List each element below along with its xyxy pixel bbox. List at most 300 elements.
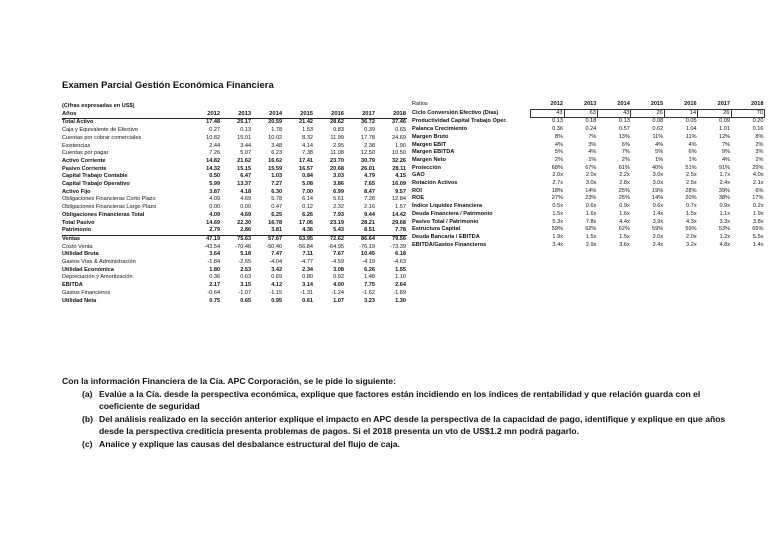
- ratio-value: 2%: [755, 156, 764, 163]
- table-note-row: [62, 103, 407, 111]
- cell-value: 25.17: [237, 119, 252, 126]
- ratio-value: 0.08: [652, 118, 664, 125]
- cell-value: 3.81: [252, 227, 283, 235]
- cell-value: 28.21: [360, 219, 375, 226]
- ratio-value: 3%: [755, 149, 764, 156]
- cell-value: -76.19: [359, 243, 375, 250]
- cell-value: 1.10: [395, 274, 406, 281]
- ratio-value: 3.3x: [719, 218, 731, 225]
- cell-value: 0.84: [302, 173, 314, 180]
- row-label: Activo Corriente: [62, 157, 106, 164]
- ratio-value: 20%: [685, 195, 697, 202]
- ratio-value: 1.7x: [719, 172, 731, 179]
- cell-value: 4.14: [302, 142, 314, 149]
- table-row: [62, 274, 407, 282]
- ratio-value: 26: [631, 109, 664, 118]
- cell-value: 14.82: [206, 157, 221, 164]
- cell-value: 4.69: [240, 196, 252, 203]
- row-label: Obligaciones Financieras Corto Plazo: [62, 196, 156, 203]
- cell-value: 12.84: [392, 196, 406, 203]
- cell-value: 5.07: [240, 150, 252, 157]
- ratio-value: 6%: [621, 141, 630, 148]
- cell-value: 15.59: [268, 165, 283, 172]
- cell-value: 10.50: [392, 150, 406, 157]
- cell-value: 1.03: [271, 173, 283, 180]
- ratio-value: 68%: [551, 164, 563, 171]
- ratio-value: 62%: [585, 226, 597, 233]
- ratio-value: 59%: [551, 226, 563, 233]
- cell-value: 11.99: [330, 134, 345, 141]
- cell-value: 16.78: [268, 219, 283, 226]
- row-label: Cuentas por pagar: [62, 150, 109, 157]
- question-letter: (a): [82, 388, 93, 399]
- table-note: (Cifras expresadas en US$): [62, 103, 135, 109]
- ratio-value: 43: [531, 109, 564, 118]
- ratio-value: 0.9x: [719, 203, 731, 210]
- financial-statements-table: [62, 103, 407, 305]
- ratio-row: [412, 180, 765, 188]
- cell-value: 3.08: [333, 266, 345, 273]
- year-header: 2018: [376, 111, 407, 119]
- cell-value: 72.62: [330, 235, 345, 242]
- cell-value: 2.17: [209, 282, 221, 289]
- ratio-value: 3.4x: [552, 241, 563, 248]
- cell-value: -4.59: [331, 259, 345, 266]
- cell-value: 15.15: [237, 165, 252, 172]
- cell-value: 1.80: [209, 266, 221, 273]
- cell-value: 23.70: [330, 157, 345, 164]
- ratio-row: [412, 203, 765, 211]
- row-label: Activo Fijo: [62, 188, 91, 195]
- cell-value: 20.68: [330, 165, 345, 172]
- ratio-value: 4%: [721, 156, 731, 163]
- cell-value: 1.57: [395, 204, 406, 211]
- ratio-value: 3%: [588, 141, 597, 148]
- table-row: [62, 150, 407, 158]
- ratio-value: 17%: [752, 195, 764, 202]
- questions-intro: Con la información Financiera de la Cía. APC Corporación, se le pide lo siguiente:: [62, 376, 396, 386]
- ratio-row: [412, 165, 765, 173]
- year-header: 2013: [221, 111, 252, 119]
- cell-value: 75.63: [237, 235, 252, 242]
- cell-value: 37.46: [392, 119, 406, 126]
- ratio-value: 2%: [554, 156, 563, 163]
- row-label: Capital Trabajo Operativo: [62, 181, 130, 188]
- cell-value: 5.78: [271, 196, 283, 203]
- ratio-value: 53%: [718, 226, 731, 233]
- ratio-value: 4.0x: [752, 172, 764, 179]
- cell-value: 0.92: [333, 274, 345, 281]
- ratio-value: 8%: [554, 133, 563, 140]
- cell-value: 3.48: [271, 142, 283, 149]
- cell-value: 12.50: [360, 150, 375, 157]
- ratio-value: 2.5x: [686, 172, 697, 179]
- cell-value: -1.31: [300, 289, 314, 296]
- ratio-value: 18%: [551, 187, 563, 194]
- cell-value: 11.08: [330, 150, 345, 157]
- ratio-value: 1.5x: [686, 210, 697, 217]
- cell-value: 0.95: [271, 297, 283, 304]
- ratio-value: 4%: [688, 141, 697, 148]
- year-header: 2018: [751, 101, 764, 107]
- ratio-value: 1.9x: [552, 233, 563, 240]
- row-label: Utilidad Neta: [62, 297, 97, 304]
- ratio-label: Rotación Activos: [412, 180, 458, 187]
- ratio-value: 14%: [585, 187, 597, 194]
- cell-value: 6.18: [395, 251, 406, 258]
- ratio-value: 2.9x: [585, 241, 597, 248]
- ratio-row: [412, 118, 765, 126]
- cell-value: 6.99: [333, 188, 345, 195]
- table-row: [62, 158, 407, 166]
- cell-value: -1.89: [393, 289, 406, 296]
- year-header: 2017: [717, 101, 731, 107]
- ratio-value: 29%: [752, 164, 764, 171]
- cell-value: -1.84: [207, 259, 221, 266]
- ratio-value: 0.62: [652, 126, 664, 133]
- ratio-value: 7.8x: [585, 218, 597, 225]
- ratio-value: 2.0x: [552, 172, 563, 179]
- ratio-value: 3.0x: [585, 180, 597, 187]
- ratio-value: 6%: [688, 149, 697, 156]
- header-row: [412, 101, 765, 109]
- cell-value: 10.45: [360, 251, 375, 258]
- cell-value: 17.48: [206, 119, 221, 126]
- cell-value: -1.62: [362, 289, 375, 296]
- cell-value: -43.54: [204, 243, 221, 250]
- year-header: 2017: [345, 111, 376, 119]
- cell-value: 3.03: [333, 173, 345, 180]
- ratio-value: 1.2x: [719, 233, 731, 240]
- ratio-label: Índice Liquidez Financiera: [412, 203, 482, 210]
- cell-value: 16.57: [299, 165, 314, 172]
- question-text: Del análisis realizado en la sección anterior explique el impacto en APC desde la perspectiva de la capacidad de pago, identifique y explique en que años desde la perspectiva crediticia presenta problemas de pagos. Si el 2018 presenta un vto de US$1.2 mn podrá pagarlo.: [99, 413, 726, 437]
- ratio-value: 1.4x: [752, 241, 764, 248]
- cell-value: 1.90: [395, 142, 406, 149]
- ratio-value: 59%: [685, 226, 697, 233]
- cell-value: 7.11: [302, 251, 314, 258]
- ratio-value: 5.5x: [752, 233, 764, 240]
- row-label: Patrimonio: [62, 227, 190, 235]
- cell-value: 32.26: [392, 157, 406, 164]
- ratio-label: Deuda Bancaria / EBITDA: [412, 233, 480, 240]
- ratio-value: 2.8x: [619, 180, 630, 187]
- cell-value: 0.13: [240, 127, 252, 134]
- ratio-row: [412, 188, 765, 196]
- ratio-label: Deuda Financiera / Patrimonio: [412, 210, 493, 217]
- ratio-value: 25%: [618, 187, 630, 194]
- year-header: 2014: [617, 101, 630, 107]
- table-row: [62, 143, 407, 151]
- question-text: Analice y explique las causas del desbalance estructural del flujo de caja.: [99, 438, 400, 449]
- ratio-value: 0.7x: [686, 203, 697, 210]
- ratio-value: 3.6x: [619, 241, 630, 248]
- ratio-value: 1.04: [685, 126, 697, 133]
- year-header: 2014: [252, 111, 283, 119]
- cell-value: 0.12: [302, 204, 314, 211]
- row-label: Obligaciones Financieras Total: [62, 211, 145, 218]
- cell-value: 30.79: [360, 157, 375, 164]
- ratio-value: 2.0x: [585, 172, 597, 179]
- ratio-label: Palanca Crecimiento: [412, 126, 468, 133]
- cell-value: 26.01: [360, 165, 375, 172]
- ratio-value: 0.6x: [652, 203, 664, 210]
- question-a: [82, 388, 742, 413]
- cell-value: -4.63: [393, 259, 406, 266]
- cell-value: 4.09: [209, 196, 221, 203]
- ratio-value: 14%: [652, 195, 664, 202]
- ratio-label: Margen EBIT: [412, 141, 447, 148]
- years-label: Años: [62, 111, 190, 119]
- cell-value: 8.51: [345, 227, 376, 235]
- ratio-value: 1.5x: [552, 210, 563, 217]
- cell-value: 2.95: [333, 142, 345, 149]
- ratio-value: 0.18: [585, 118, 597, 125]
- cell-value: 3.15: [240, 282, 252, 289]
- year-header: 2015: [650, 101, 664, 107]
- cell-value: 7.93: [333, 211, 345, 218]
- cell-value: 3.44: [240, 142, 252, 149]
- cell-value: 0.75: [209, 297, 221, 304]
- ratio-value: 39%: [718, 187, 731, 194]
- row-label: Cuentas por cobrar comerciales: [62, 134, 142, 141]
- ratio-value: 0.13: [618, 118, 630, 125]
- cell-value: 16.62: [268, 157, 283, 164]
- ratio-label: GAO: [412, 172, 425, 179]
- ratio-value: 0.2x: [752, 203, 764, 210]
- cell-value: 7.28: [364, 196, 375, 203]
- cell-value: -4.77: [300, 259, 314, 266]
- cell-value: 1.48: [364, 274, 375, 281]
- ratio-row: [412, 157, 765, 165]
- cell-value: 14.42: [392, 211, 406, 218]
- ratio-row: [412, 134, 765, 142]
- cell-value: 24.69: [392, 134, 406, 141]
- row-label: Obligaciones Financieras Largo Plazo: [62, 204, 157, 211]
- ratio-label: Margen EBITDA: [412, 149, 455, 156]
- ratio-value: 67%: [585, 164, 597, 171]
- ratio-value: 26: [698, 109, 731, 118]
- ratio-value: 14: [664, 109, 697, 118]
- cell-value: 7.65: [364, 181, 375, 188]
- row-label: Capital Trabajo Contable: [62, 173, 128, 180]
- cell-value: -70.46: [235, 243, 252, 250]
- ratio-value: 91%: [718, 164, 731, 171]
- cell-value: 0.83: [333, 127, 345, 134]
- cell-value: 14.32: [206, 165, 221, 172]
- cell-value: 13.37: [237, 181, 252, 188]
- cell-value: 5.43: [314, 227, 345, 235]
- cell-value: 4.09: [209, 211, 221, 218]
- table-row: [62, 235, 407, 243]
- ratio-value: 0.16: [752, 126, 764, 133]
- ratio-value: 0.57: [618, 126, 630, 133]
- ratio-label: Ciclo Conversión Efectivo (Días): [412, 109, 499, 116]
- cell-value: -50.40: [266, 243, 283, 250]
- ratio-value: 4.4x: [619, 218, 630, 225]
- ratio-value: 1%: [688, 156, 697, 163]
- cell-value: -1.15: [269, 289, 283, 296]
- cell-value: 0.65: [240, 297, 252, 304]
- cell-value: 36.72: [360, 119, 375, 126]
- cell-value: 15.01: [237, 134, 252, 141]
- ratio-value: 4.3x: [686, 218, 697, 225]
- ratio-row: [412, 219, 765, 227]
- ratio-value: 4.8x: [719, 241, 731, 248]
- ratio-value: 2.0x: [652, 233, 664, 240]
- cell-value: 7.75: [364, 282, 375, 289]
- cell-value: 2.53: [240, 266, 252, 273]
- table-row: [62, 267, 407, 275]
- cell-value: 7.00: [302, 188, 314, 195]
- cell-value: 0.36: [209, 274, 221, 281]
- table-row: [62, 135, 407, 143]
- ratio-row: [412, 109, 765, 118]
- cell-value: 23.19: [330, 219, 345, 226]
- cell-value: 3.14: [302, 282, 314, 289]
- cell-value: 7.26: [209, 150, 221, 157]
- cell-value: 16.09: [392, 181, 406, 188]
- table-row: [62, 119, 407, 127]
- ratio-value: 19%: [652, 187, 664, 194]
- cell-value: 9.57: [395, 188, 406, 195]
- cell-value: 5.08: [302, 181, 314, 188]
- row-label: Existencias: [62, 142, 91, 149]
- question-letter: (b): [82, 413, 93, 424]
- table-row: [62, 212, 407, 220]
- cell-value: 7.47: [271, 251, 283, 258]
- row-label: Total Activo: [62, 119, 94, 126]
- ratio-value: 4%: [655, 141, 664, 148]
- ratio-value: 27%: [551, 195, 563, 202]
- ratio-value: 1.4x: [652, 210, 664, 217]
- ratio-value: 1.1x: [719, 210, 731, 217]
- cell-value: -73.39: [390, 243, 406, 250]
- question-b: [82, 413, 742, 438]
- ratio-value: 2.4x: [652, 241, 664, 248]
- cell-value: 3.42: [271, 266, 283, 273]
- cell-value: 10.02: [268, 134, 283, 141]
- document-title: Examen Parcial Gestión Económica Financiera: [62, 80, 274, 91]
- header-row: [62, 111, 407, 119]
- cell-value: 0.39: [364, 127, 375, 134]
- row-label: Ventas: [62, 235, 81, 242]
- cell-value: 2.64: [395, 282, 406, 289]
- cell-value: 3.87: [209, 188, 221, 195]
- cell-value: 21.42: [299, 119, 314, 126]
- cell-value: 1.78: [271, 127, 283, 134]
- ratio-value: 7%: [621, 149, 630, 156]
- ratio-value: 0.20: [752, 118, 764, 125]
- ratio-value: 12%: [718, 133, 731, 140]
- cell-value: 2.44: [209, 142, 221, 149]
- cell-value: 2.38: [364, 142, 375, 149]
- cell-value: 2.32: [333, 204, 345, 211]
- cell-value: 2.79: [190, 227, 221, 235]
- ratio-value: 3.2x: [686, 241, 697, 248]
- ratio-value: 62%: [618, 226, 630, 233]
- ratio-row: [412, 172, 765, 180]
- ratio-value: 8%: [755, 133, 764, 140]
- ratio-row: [412, 226, 765, 234]
- cell-value: 6.26: [364, 266, 375, 273]
- cell-value: 3.86: [333, 181, 345, 188]
- cell-value: 2.86: [221, 227, 252, 235]
- ratio-label: Productividad Capital Trabajo Oper.: [412, 118, 507, 125]
- ratio-row: [412, 242, 765, 250]
- cell-value: 8.47: [364, 188, 375, 195]
- ratio-value: 2.0x: [686, 233, 697, 240]
- ratio-value: 7%: [588, 133, 597, 140]
- table-row: [62, 220, 407, 228]
- cell-value: 6.30: [271, 188, 283, 195]
- ratio-value: 23%: [585, 195, 597, 202]
- ratio-row: [412, 211, 765, 219]
- ratio-label: EBITDA/Gastos Financieros: [412, 241, 487, 248]
- ratio-row: [412, 142, 765, 150]
- cell-value: -64.95: [328, 243, 345, 250]
- cell-value: 28.62: [330, 119, 345, 126]
- ratio-value: 5%: [554, 149, 563, 156]
- row-label: Caja y Equivalente de Efectivo: [62, 127, 138, 134]
- cell-value: 4.79: [364, 173, 375, 180]
- table-row: [62, 196, 407, 204]
- row-label: Gastos Financieros: [62, 289, 111, 296]
- ratio-value: 1.5x: [585, 233, 597, 240]
- cell-value: 10.82: [206, 134, 221, 141]
- ratio-value: 25%: [618, 195, 630, 202]
- ratio-value: 3.0x: [652, 172, 664, 179]
- cell-value: 63.95: [299, 235, 314, 242]
- cell-value: 29.68: [392, 219, 406, 226]
- cell-value: 0.65: [395, 127, 406, 134]
- cell-value: -1.24: [331, 289, 345, 296]
- cell-value: -4.04: [269, 259, 283, 266]
- ratio-value: 11%: [652, 133, 664, 140]
- cell-value: 5.99: [209, 181, 221, 188]
- cell-value: 86.64: [360, 235, 375, 242]
- ratios-table: [412, 101, 765, 249]
- year-header: 2012: [550, 101, 563, 107]
- ratio-value: 0.13: [552, 118, 563, 125]
- ratio-value: 0.09: [719, 118, 731, 125]
- cell-value: 0.61: [302, 297, 314, 304]
- ratio-value: 6%: [755, 187, 764, 194]
- cell-value: 22.30: [237, 219, 252, 226]
- ratio-value: 0.9x: [619, 203, 630, 210]
- row-label: Utilidad Económica: [62, 266, 114, 273]
- cell-value: 7.38: [302, 150, 314, 157]
- row-label: Depreciación y Amortización: [62, 274, 133, 281]
- ratio-value: 0.6x: [585, 203, 597, 210]
- ratio-value: 1.01: [719, 126, 731, 133]
- ratio-value: 40%: [652, 164, 664, 171]
- ratio-value: 2%: [621, 156, 630, 163]
- question-text: Evalúe a la Cía. desde la perspectiva económica, explique que factores están incidiendo en los índices de rentabilidad y que relación guarda con el coeficiente de seguridad: [99, 388, 701, 412]
- cell-value: 0.00: [209, 204, 221, 211]
- ratio-value: 3.9x: [652, 218, 664, 225]
- question-c: [82, 438, 742, 451]
- cell-value: 4.36: [283, 227, 314, 235]
- ratio-label: ROE: [412, 195, 425, 202]
- cell-value: 28.11: [392, 165, 406, 172]
- cell-value: 9.44: [364, 211, 375, 218]
- ratio-value: 0.36: [552, 126, 563, 133]
- cell-value: 4.18: [240, 188, 252, 195]
- cell-value: 4.15: [395, 173, 406, 180]
- ratio-value: 7%: [721, 141, 731, 148]
- row-label: Pasivo Corriente: [62, 165, 107, 172]
